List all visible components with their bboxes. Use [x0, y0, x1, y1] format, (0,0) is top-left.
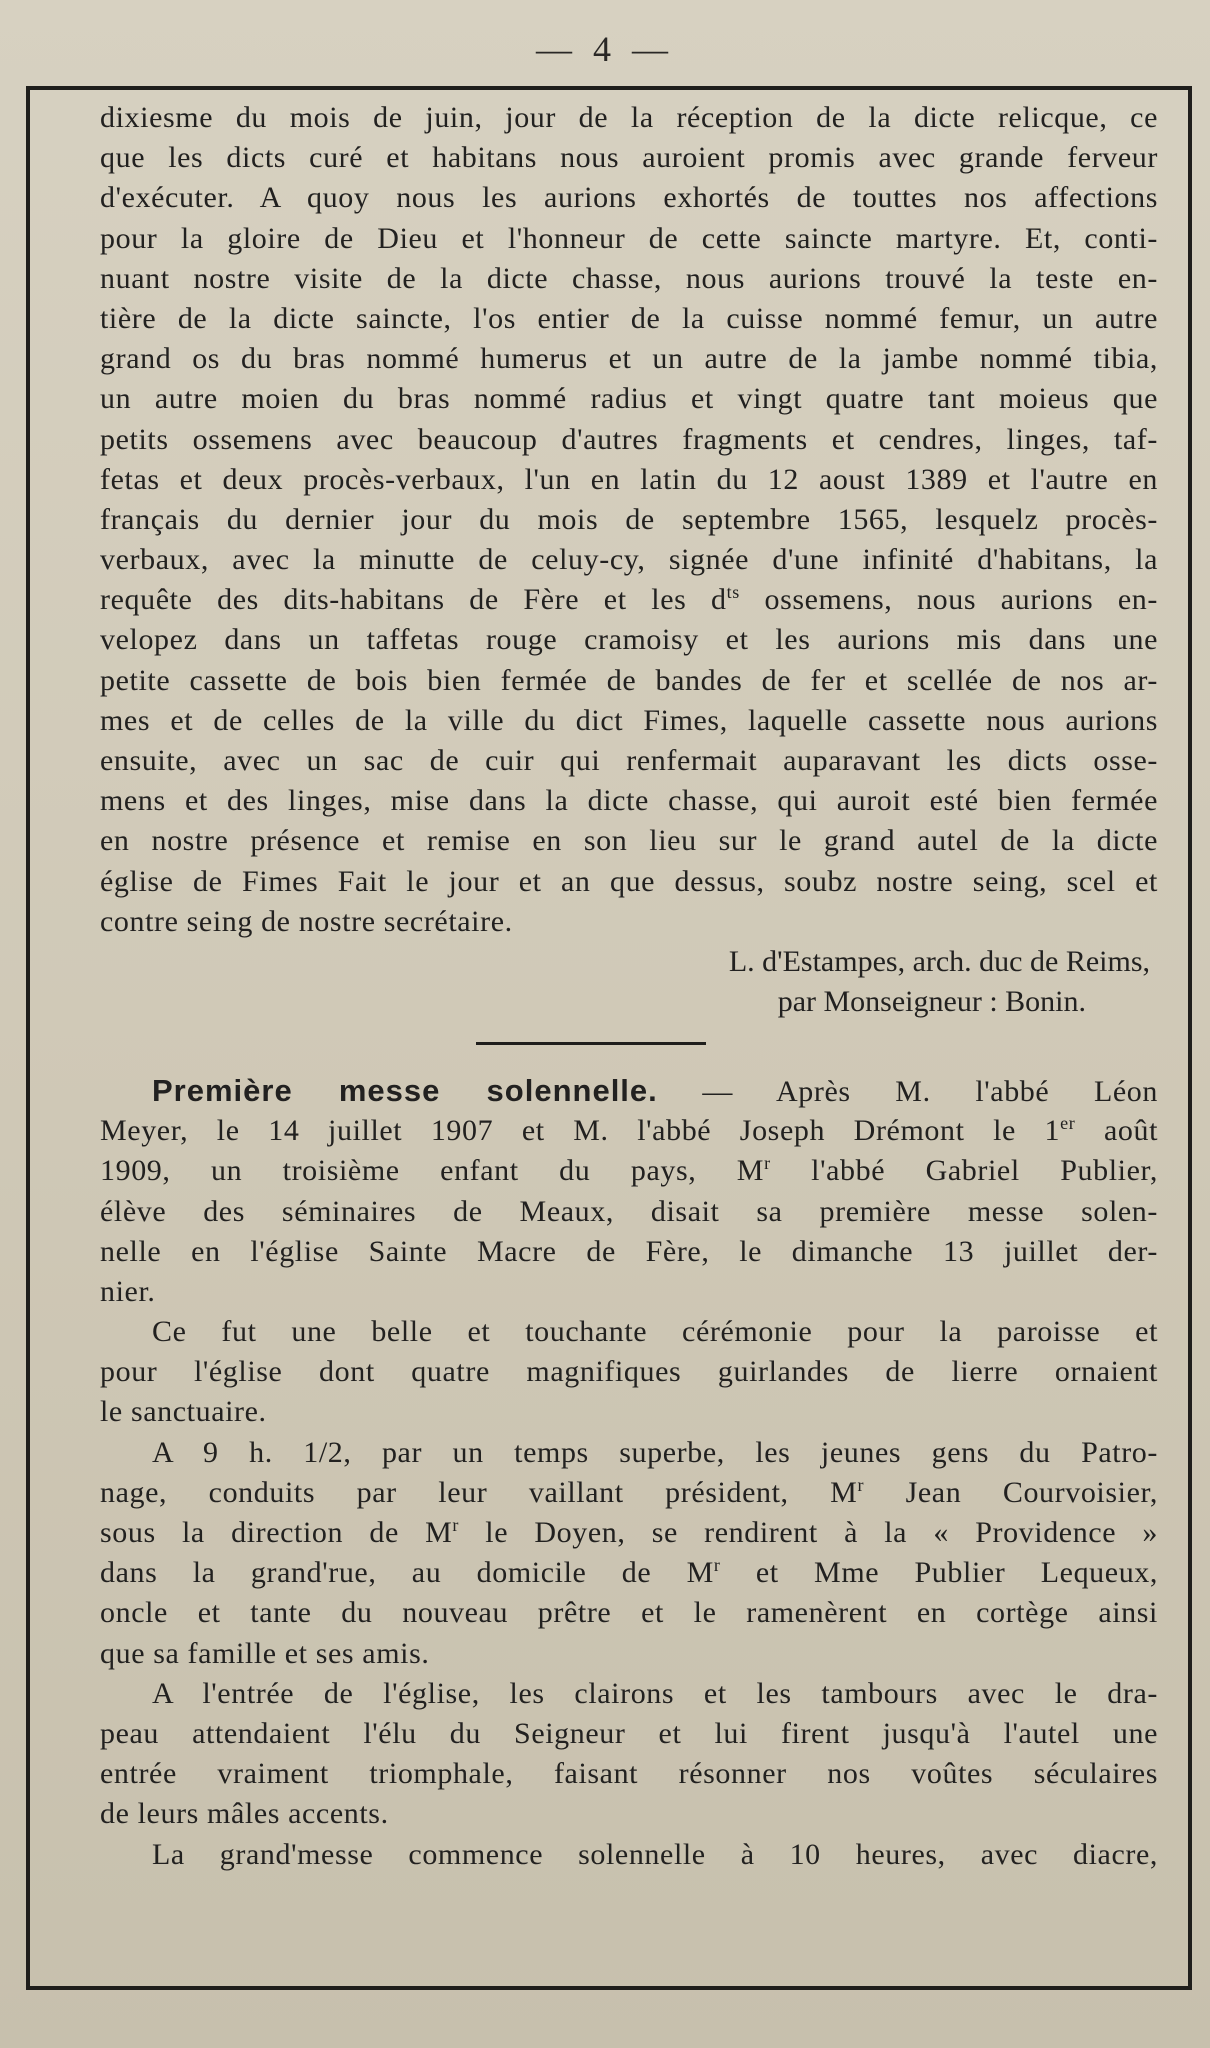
article-line: nelle en l'église Sainte Macre de Fère, le dimanche 13 juillet der- — [100, 1234, 1158, 1268]
decree-line: église de Fimes Fait le jour et an que dessus, soubz nostre seing, scel et — [100, 864, 1158, 898]
decree-line: contre seing de nostre secrétaire. — [100, 904, 513, 938]
article-line: pour l'église dont quatre magnifiques guirlandes de lierre ornaient — [100, 1355, 1158, 1389]
decree-line: petite cassette de bois bien fermée de bandes de fer et scellée de nos ar- — [100, 663, 1158, 697]
article-line: entrée vraiment triomphale, faisant résonner nos voûtes séculaires — [100, 1757, 1158, 1791]
article-line — [100, 1473, 1158, 1513]
article-line: A l'entrée de l'église, les clairons et les tambours avec le dra- — [152, 1676, 1158, 1710]
superscript: er — [1060, 1113, 1076, 1134]
article-line: Ce fut une belle et touchante cérémonie pour la paroisse et — [152, 1315, 1158, 1349]
article-text: sous la direction de M — [100, 1516, 453, 1549]
article-line: que sa famille et ses amis. — [100, 1636, 430, 1670]
decree-line: que les dicts curé et habitans nous auroient promis avec grande ferveur — [100, 141, 1158, 175]
article-text: 1909, un troisième enfant du pays, M — [100, 1154, 765, 1188]
article-line — [100, 1111, 1158, 1151]
text-body — [100, 98, 1158, 1875]
article-line — [100, 1513, 1158, 1553]
article-line: de leurs mâles accents. — [100, 1797, 389, 1831]
decree-line: verbaux, avec la minutte de celuy-cy, signée d'une infinité d'habitans, la — [100, 543, 1158, 577]
article-heading: Première messe solennelle. — [152, 1072, 658, 1108]
section-divider — [476, 1042, 706, 1045]
decree-line: grand os du bras nommé humerus et un autre de la jambe nommé tibia, — [100, 342, 1158, 376]
signature-line: par Monseigneur : Bonin. — [777, 984, 1086, 1018]
decree-line-text: requête des dits-habitans de Fère et les d — [100, 583, 727, 617]
decree-line: nuant nostre visite de la dicte chasse, nous aurions trouvé la teste en- — [100, 261, 1158, 295]
article-line: le sanctuaire. — [100, 1395, 267, 1429]
decree-line: fetas et deux procès-verbaux, l'un en latin du 12 aoust 1389 et l'autre en — [100, 462, 1158, 496]
page-frame — [26, 86, 1192, 1990]
decree-line: velopez dans un taffetas rouge cramoisy et les aurions mis dans une — [100, 623, 1158, 657]
superscript: r — [713, 1555, 721, 1576]
decree-line: petits ossemens avec beaucoup d'autres fragments et cendres, linges, taf- — [100, 422, 1158, 456]
article-text: Meyer, le 14 juillet 1907 et M. l'abbé Joseph Drémont le 1 — [100, 1114, 1061, 1148]
article-line: A 9 h. 1/2, par un temps superbe, les jeunes gens du Patro- — [152, 1435, 1158, 1469]
decree-text — [100, 98, 1158, 1022]
article-text: — Après M. l'abbé Léon — [657, 1074, 1158, 1108]
article-text: le Doyen, se rendirent à la « Providence » — [459, 1516, 1158, 1549]
decree-line-text: ossemens, nous aurions en- — [739, 583, 1158, 617]
page-number: — 4 — — [536, 29, 674, 69]
article-line: oncle et tante du nouveau prêtre et le ramenèrent en cortège ainsi — [100, 1596, 1158, 1630]
article-text: Jean Courvoisier, — [864, 1475, 1158, 1509]
article-text: et Mme Publier Lequeux, — [720, 1556, 1158, 1590]
decree-line: tière de la dicte saincte, l'os entier de la cuisse nommé femur, un autre — [100, 301, 1158, 335]
article-line: élève des séminaires de Meaux, disait sa première messe solen- — [100, 1194, 1158, 1228]
decree-line: un autre moien du bras nommé radius et vingt quatre tant moieus que — [100, 382, 1158, 416]
signature-line: L. d'Estampes, arch. duc de Reims, — [728, 944, 1150, 978]
article-line — [100, 1071, 1158, 1111]
decree-line: dixiesme du mois de juin, jour de la réception de la dicte relicque, ce — [100, 101, 1158, 134]
decree-line: d'exécuter. A quoy nous les aurions exhortés de touttes nos affections — [100, 181, 1158, 215]
article-line: nier. — [100, 1274, 156, 1308]
decree-line: mes et de celles de la ville du dict Fimes, laquelle cassette nous aurions — [100, 703, 1158, 737]
article-text: août — [1075, 1114, 1159, 1148]
decree-line — [100, 580, 1158, 620]
decree-line: pour la gloire de Dieu et l'honneur de cette saincte martyre. Et, conti- — [100, 221, 1158, 255]
superscript: r — [764, 1153, 771, 1174]
decree-line: ensuite, avec un sac de cuir qui renfermait auparavant les dicts osse- — [100, 744, 1158, 777]
article-text: dans la grand'rue, au domicile de M — [100, 1556, 714, 1590]
article-line — [100, 1553, 1158, 1593]
decree-line: français du dernier jour du mois de septembre 1565, lesquelz procès- — [100, 502, 1158, 536]
decree-line: en nostre présence et remise en son lieu sur le grand autel de la dicte — [100, 824, 1158, 858]
decree-line: mens et des linges, mise dans la dicte chasse, qui auroit esté bien fermée — [100, 784, 1158, 818]
article — [100, 1071, 1158, 1875]
article-line — [100, 1151, 1158, 1191]
article-line: La grand'messe commence solennelle à 10 heures, avec diacre, — [152, 1837, 1158, 1871]
superscript: r — [452, 1515, 460, 1535]
article-text: nage, conduits par leur vaillant président, M — [100, 1475, 858, 1509]
superscript: ts — [726, 582, 740, 603]
superscript: r — [857, 1474, 865, 1495]
article-line: peau attendaient l'élu du Seigneur et lui firent jusqu'à l'autel une — [100, 1716, 1158, 1750]
article-text: l'abbé Gabriel Publier, — [770, 1154, 1159, 1188]
